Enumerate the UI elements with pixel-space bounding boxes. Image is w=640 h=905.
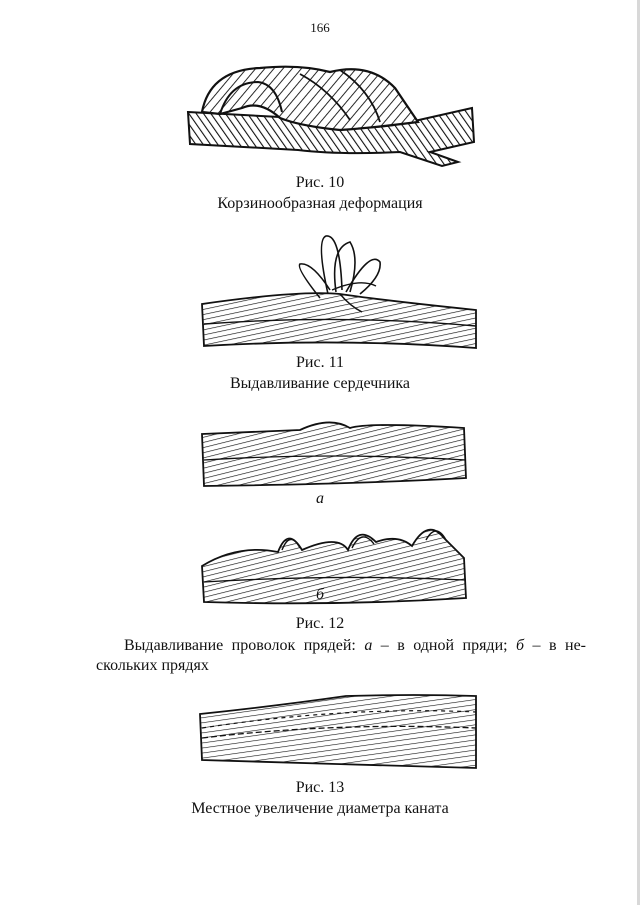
fig12-text-line2: скольких прядях [96,657,209,674]
fig12-text-a: а [364,637,373,654]
fig13-label: Рис. 13 [295,779,345,796]
fig12-sub-b: б [315,586,325,603]
fig10-title: Корзинообразная деформация [217,195,423,212]
fig12-sub-a: а [316,490,324,507]
fig11-illustration [200,228,480,350]
fig12a-illustration [200,412,470,490]
fig12-text-part3: – в не- [524,637,587,654]
fig12-caption-text [96,636,586,676]
fig10-label: Рис. 10 [295,174,345,191]
fig13-title: Местное увеличение диаметра каната [191,800,449,817]
page-number: 166 [310,20,330,35]
fig12-text-b: б [516,637,525,654]
fig12-label: Рис. 12 [295,615,345,632]
fig11-label: Рис. 11 [296,354,344,371]
fig13-illustration [196,688,480,774]
fig10-illustration [180,60,480,170]
fig11-title: Выдавливание сердечника [229,375,411,392]
fig12-text-part2: – в одной пряди; [372,637,517,654]
fig12-text-part1: Выдавливание проволок прядей: [124,637,365,654]
